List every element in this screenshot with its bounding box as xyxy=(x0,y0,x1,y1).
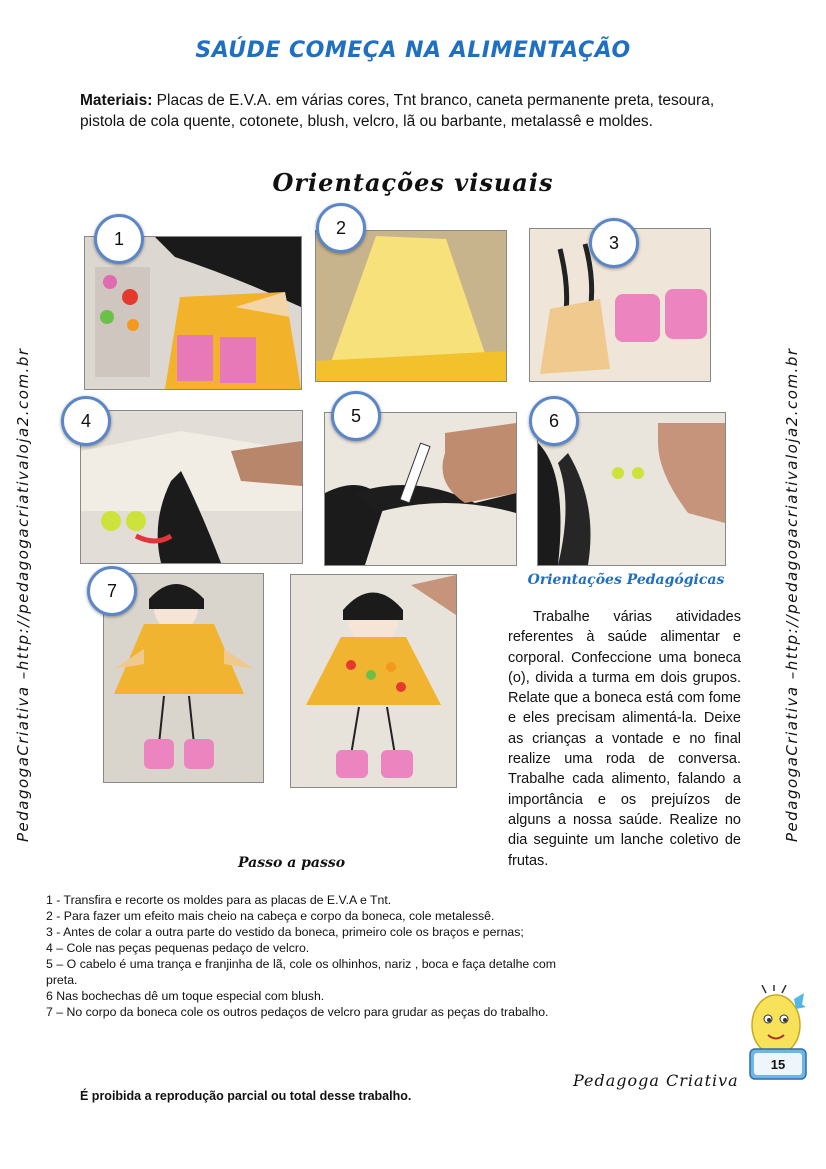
steps-heading: Passo a passo xyxy=(238,855,346,871)
step-item-1: 1 - Transfira e recorte os moldes para as placas de E.V.A e Tnt. xyxy=(46,893,392,907)
step-number-2: 2 xyxy=(316,203,366,253)
step-item-4: 4 – Cole nas peças pequenas pedaço de velcro. xyxy=(46,941,310,955)
materials-label: Materiais: xyxy=(80,92,153,109)
step-number-4: 4 xyxy=(61,396,111,446)
step-number-3: 3 xyxy=(589,218,639,268)
photo-step-7-b xyxy=(290,574,457,788)
side-watermark-left: PedagogaCriativa –http://pedagogacriativaloja2.com.br xyxy=(14,347,32,842)
page-title: SAÚDE COMEÇA NA ALIMENTAÇÃO xyxy=(195,38,631,63)
step-number-7: 7 xyxy=(87,566,137,616)
step-number-1: 1 xyxy=(94,214,144,264)
pedagogical-heading: Orientações Pedagógicas xyxy=(527,572,725,588)
visual-orientation-heading: Orientações visuais xyxy=(272,168,554,197)
step-item-5: 5 – O cabelo é uma trança e franjinha de lã, cole os olhinhos, nariz , boca e faça detalhe com preta. xyxy=(46,957,556,987)
materials-paragraph xyxy=(80,90,720,132)
page-number: 15 xyxy=(770,1057,786,1072)
photo-step-4 xyxy=(80,410,303,564)
mascot-illustration xyxy=(744,985,812,1085)
pedagogical-text: Trabalhe várias atividades referentes à saúde alimentar e corporal. Confeccione uma boneca (o), divida a turma em dois grupos. Relate que a boneca está com fome e eles precisam alimentá-la. Deixe as crianças a vontade e no final realize uma roda de conversa. Trabalhe cada alimento, falando a importância e os prejuízos de alguns a nossa saúde. Realize no dia seguinte um lanche coletivo de frutas. xyxy=(508,609,741,869)
materials-text: Placas de E.V.A. em várias cores, Tnt branco, caneta permanente preta, tesoura, pistola de cola quente, cotonete, blush, velcro, lã ou barbante, metalassê e moldes. xyxy=(80,92,715,130)
step-item-7: 7 – No corpo da boneca cole os outros pedaços de velcro para grudar as peças do trabalho. xyxy=(46,1005,549,1019)
steps-list xyxy=(46,892,556,1020)
step-item-3: 3 - Antes de colar a outra parte do vestido da boneca, primeiro cole os braços e pernas; xyxy=(46,925,524,939)
side-watermark-right: PedagogaCriativa –http://pedagogacriativaloja2.com.br xyxy=(783,347,801,842)
copyright-notice: É proibida a reprodução parcial ou total desse trabalho. xyxy=(80,1089,412,1103)
step-number-6: 6 xyxy=(529,396,579,446)
step-number-5: 5 xyxy=(331,391,381,441)
step-item-6: 6 Nas bochechas dê um toque especial com blush. xyxy=(46,989,325,1003)
footer-brand: Pedagoga Criativa xyxy=(573,1071,739,1090)
step-item-2: 2 - Para fazer um efeito mais cheio na cabeça e corpo da boneca, cole metalessê. xyxy=(46,909,495,923)
